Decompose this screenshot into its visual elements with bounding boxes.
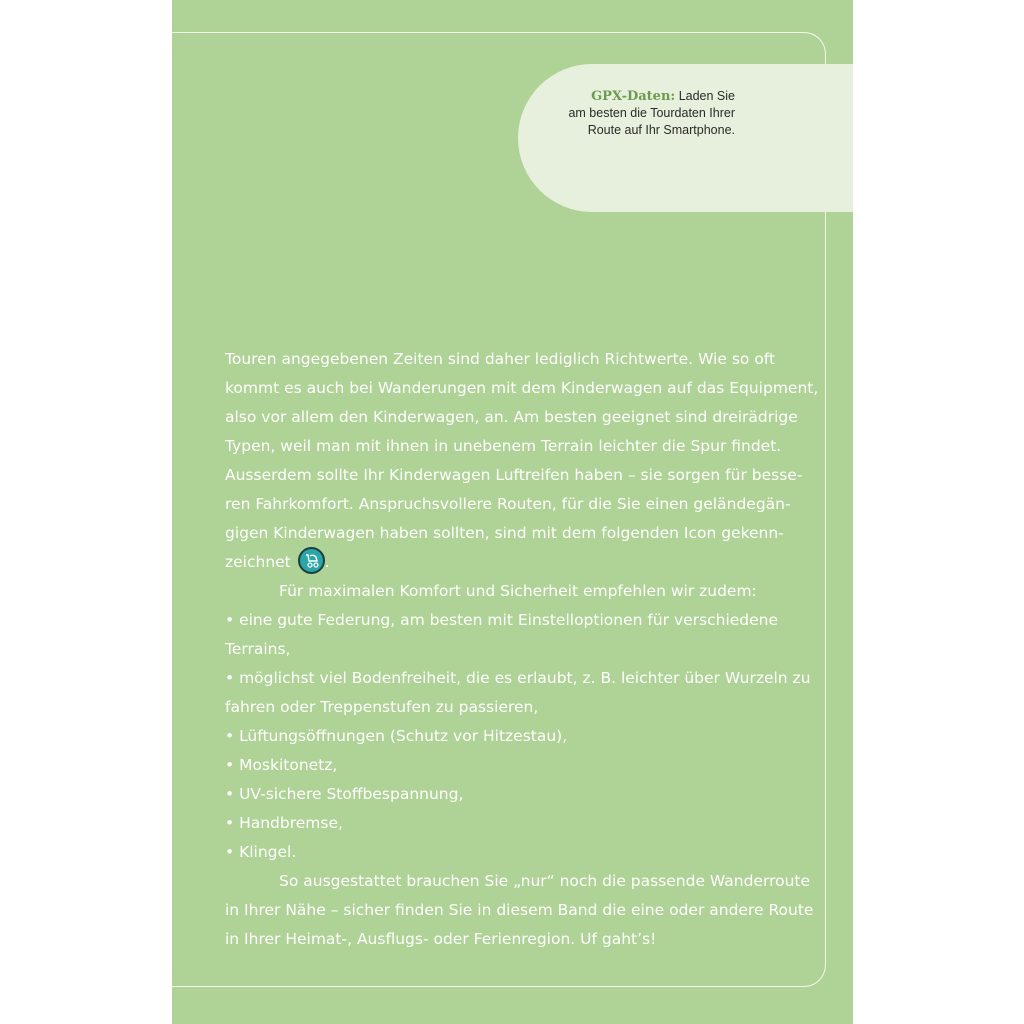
list-item: • Klingel. xyxy=(225,843,297,861)
body-line: also vor allem den Kinderwagen, an. Am besten geeignet sind dreirädrige xyxy=(225,408,798,426)
list-item: • UV-sichere Stoffbespannung, xyxy=(225,785,464,803)
gpx-line-3: Route auf Ihr Smartphone. xyxy=(587,123,735,137)
gpx-label: GPX-Daten: xyxy=(591,89,676,104)
book-page xyxy=(172,0,853,1024)
icon-line-after: . xyxy=(324,553,330,571)
body-line: Typen, weil man mit ihnen in unebenem Terrain leichter die Spur findet. xyxy=(225,437,782,455)
list-item: • Lüftungsöffnungen (Schutz vor Hitzestau), xyxy=(225,727,568,745)
list-item: Terrains, xyxy=(225,640,291,658)
body-line: kommt es auch bei Wanderungen mit dem Kinderwagen auf das Equipment, xyxy=(225,379,819,397)
icon-line xyxy=(225,548,785,577)
closing-line: So ausgestattet brauchen Sie „nur“ noch die passende Wanderroute xyxy=(279,872,811,890)
body-line: Touren angegebenen Zeiten sind daher lediglich Richtwerte. Wie so oft xyxy=(225,350,776,368)
closing-line: in Ihrer Heimat-, Ausflugs- oder Ferienregion. Uf gaht’s! xyxy=(225,930,657,948)
gpx-line-1: Laden Sie xyxy=(678,89,735,103)
list-item: • möglichst viel Bodenfreiheit, die es erlaubt, z. B. leichter über Wurzeln zu xyxy=(225,669,811,687)
list-item: • eine gute Federung, am besten mit Einstelloptionen für verschiedene xyxy=(225,611,779,629)
intro-line: Für maximalen Komfort und Sicherheit empfehlen wir zudem: xyxy=(279,582,757,600)
stroller-icon xyxy=(298,547,325,574)
body-line: Ausserdem sollte Ihr Kinderwagen Luftreifen haben – sie sorgen für besse- xyxy=(225,466,803,484)
body-line: gigen Kinderwagen haben sollten, sind mit dem folgenden Icon gekenn- xyxy=(225,524,784,542)
gpx-info-text xyxy=(535,88,735,139)
gpx-info-box xyxy=(518,64,853,212)
list-item: • Moskitonetz, xyxy=(225,756,338,774)
gpx-line-2: am besten die Tourdaten Ihrer xyxy=(568,106,735,120)
icon-line-before: zeichnet xyxy=(225,553,291,571)
body-line: ren Fahrkomfort. Anspruchsvollere Routen, für die Sie einen geländegän- xyxy=(225,495,791,513)
list-item: fahren oder Treppenstufen zu passieren, xyxy=(225,698,539,716)
body-text xyxy=(225,345,819,954)
list-item: • Handbremse, xyxy=(225,814,343,832)
closing-line: in Ihrer Nähe – sicher finden Sie in diesem Band die eine oder andere Route xyxy=(225,901,814,919)
